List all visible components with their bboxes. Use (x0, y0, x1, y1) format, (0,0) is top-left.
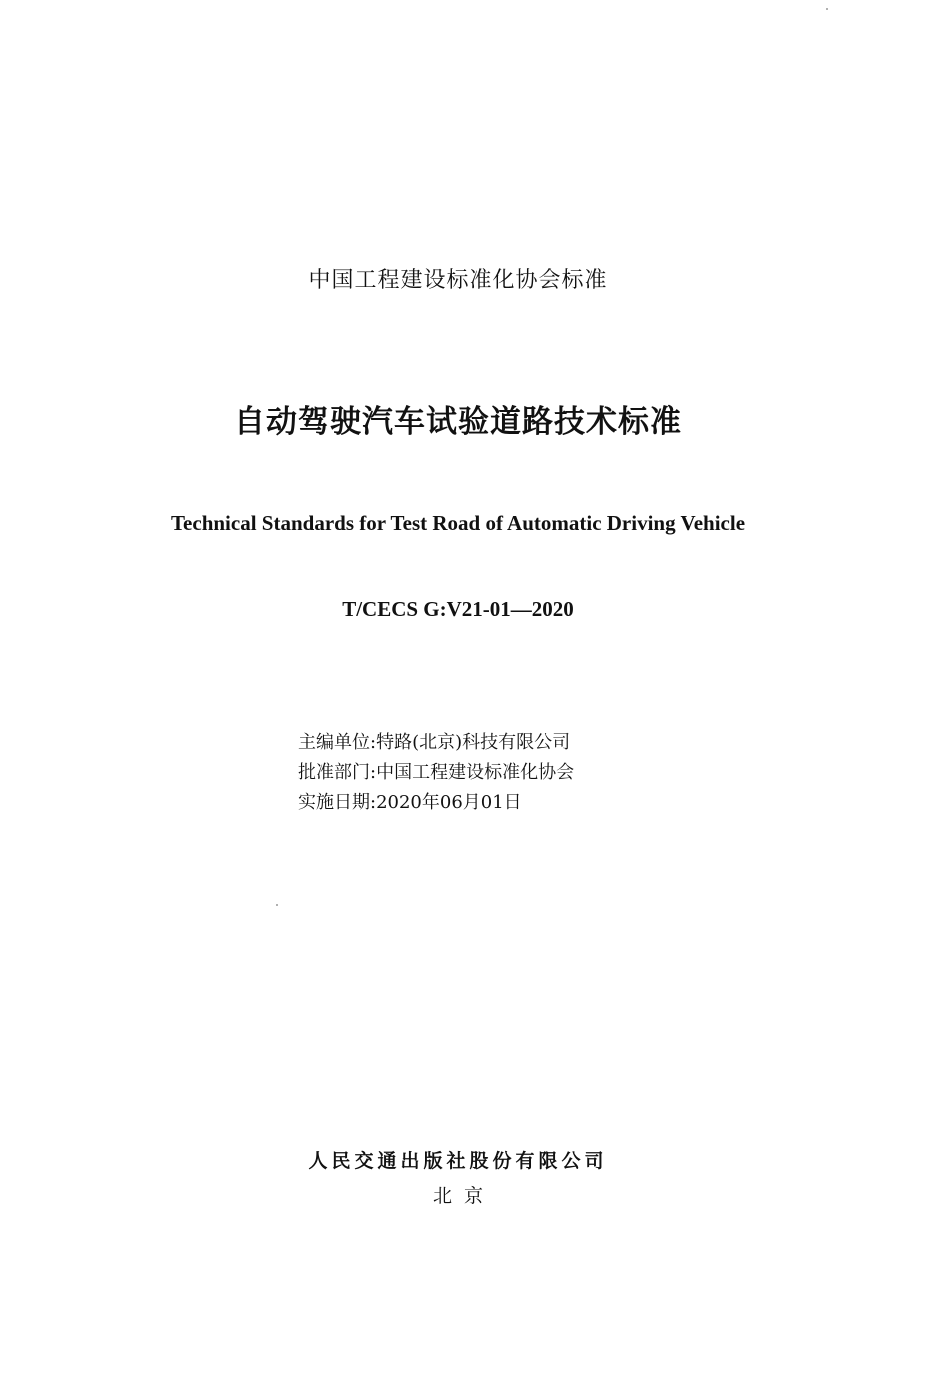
effective-date: 实施日期:2020年06月01日 (298, 792, 522, 813)
publisher-city: 北京 (432, 1185, 495, 1207)
publisher-name: 人民交通出版社股份有限公司 (308, 1150, 608, 1172)
scan-speck (276, 904, 278, 906)
standard-code: T/CECS G:V21-01—2020 (342, 597, 574, 621)
scan-speck (826, 8, 828, 10)
title-english: Technical Standards for Test Road of Automatic Driving Vehicle (170, 511, 746, 535)
title-chinese: 自动驾驶汽车试验道路技术标准 (234, 404, 682, 440)
series-title: 中国工程建设标准化协会标准 (308, 268, 608, 293)
approving-department: 批准部门:中国工程建设标准化协会 (298, 762, 575, 783)
editor-unit: 主编单位:特路(北京)科技有限公司 (298, 732, 571, 753)
standard-info-block (298, 728, 574, 818)
